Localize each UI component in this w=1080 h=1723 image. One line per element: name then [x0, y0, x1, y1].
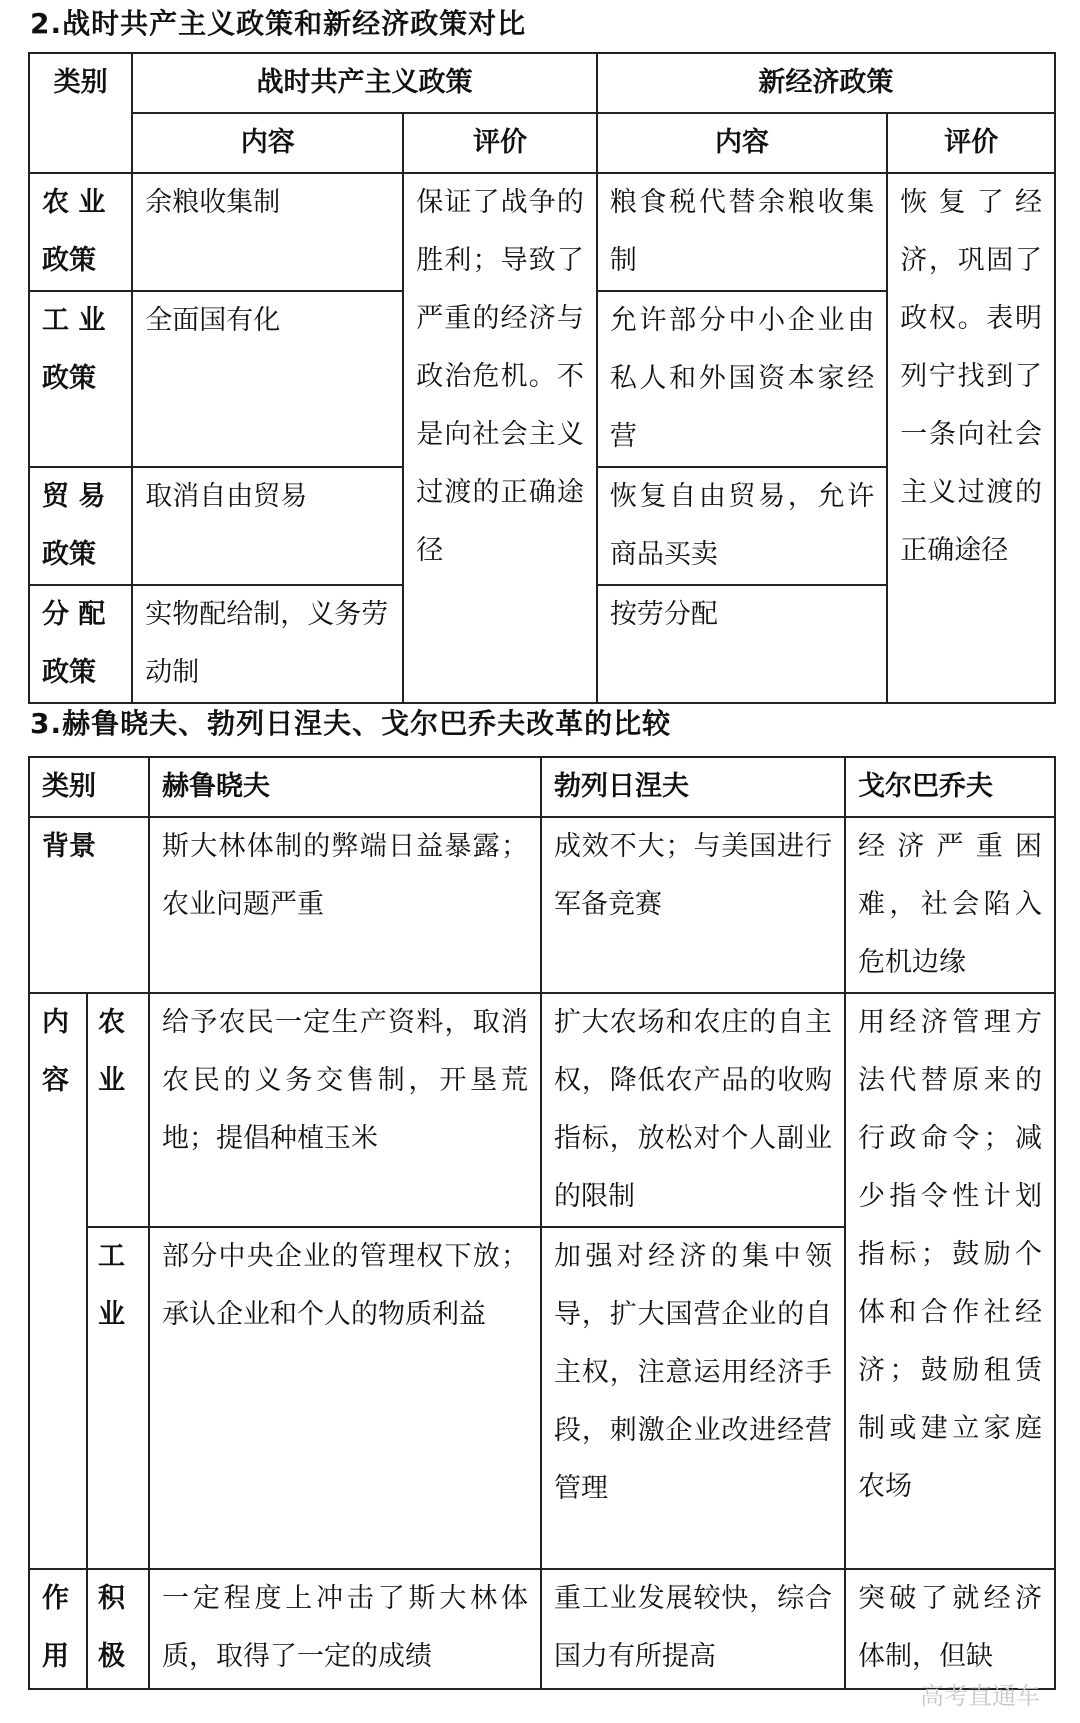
nep-content-distribution: 按劳分配: [597, 585, 887, 703]
wc-content-trade: 取消自由贸易: [132, 467, 403, 585]
header-category-3: 类别: [29, 757, 149, 817]
header-war-communism: 战时共产主义政策: [132, 53, 597, 113]
sub-label-agriculture: 农业: [87, 993, 149, 1227]
header-nep-evaluation: 评价: [887, 113, 1055, 173]
nep-content-trade: 恢复自由贸易，允许商品买卖: [597, 467, 887, 585]
nep-content-agriculture: 粮食税代替余粮收集制: [597, 173, 887, 291]
wc-content-distribution: 实物配给制，义务劳动制: [132, 585, 403, 703]
wc-content-industry: 全面国有化: [132, 291, 403, 467]
wc-content-agriculture: 余粮收集制: [132, 173, 403, 291]
policy-comparison-table: [28, 52, 1056, 704]
row-label-content: 内容: [29, 993, 87, 1569]
header-wc-content: 内容: [132, 113, 403, 173]
reform-comparison-table: [28, 756, 1056, 1690]
sub-label-industry: 工业: [87, 1227, 149, 1569]
agriculture-khrushchev: 给予农民一定生产资料，取消农民的义务交售制，开垦荒地；提倡种植玉米: [149, 993, 541, 1227]
header-wc-evaluation: 评价: [403, 113, 597, 173]
header-brezhnev: 勃列日涅夫: [541, 757, 845, 817]
header-nep: 新经济政策: [597, 53, 1055, 113]
header-category: 类别: [29, 53, 132, 173]
agriculture-brezhnev: 扩大农场和农庄的自主权，降低农产品的收购指标，放松对个人副业的限制: [541, 993, 845, 1227]
header-nep-content: 内容: [597, 113, 887, 173]
row-label-effect: 作用: [29, 1569, 87, 1689]
header-khrushchev: 赫鲁晓夫: [149, 757, 541, 817]
row-label-background: 背景: [29, 817, 149, 993]
industry-brezhnev: 加强对经济的集中领导，扩大国营企业的自主权，注意运用经济手段，刺激企业改进经营管理: [541, 1227, 845, 1569]
category-industry: 工 业政策: [29, 291, 132, 467]
category-trade: 贸 易政策: [29, 467, 132, 585]
background-gorbachev: 经济严重困难，社会陷入危机边缘: [845, 817, 1055, 993]
industry-khrushchev: 部分中央企业的管理权下放；承认企业和个人的物质利益: [149, 1227, 541, 1569]
effect-gorbachev: 突破了就经济体制，但缺: [845, 1569, 1055, 1689]
section-2-title: 2.战时共产主义政策和新经济政策对比: [30, 7, 527, 40]
sub-label-positive: 积极: [87, 1569, 149, 1689]
nep-content-industry: 允许部分中小企业由私人和外国资本家经营: [597, 291, 887, 467]
header-gorbachev: 戈尔巴乔夫: [845, 757, 1055, 817]
nep-evaluation: 恢复了经济，巩固了政权。表明列宁找到了一条向社会主义过渡的正确途径: [887, 173, 1055, 703]
wc-evaluation: 保证了战争的胜利；导致了严重的经济与政治危机。不是向社会主义过渡的正确途径: [403, 173, 597, 703]
background-khrushchev: 斯大林体制的弊端日益暴露；农业问题严重: [149, 817, 541, 993]
content-gorbachev: 用经济管理方法代替原来的行政命令；减少指令性计划指标；鼓励个体和合作社经济；鼓励租赁制或建立家庭农场: [845, 993, 1055, 1569]
watermark-text: 高考直通车: [920, 1682, 1040, 1710]
section-3-title: 3.赫鲁晓夫、勃列日涅夫、戈尔巴乔夫改革的比较: [30, 707, 672, 740]
category-agriculture: 农 业政策: [29, 173, 132, 291]
background-brezhnev: 成效不大；与美国进行军备竞赛: [541, 817, 845, 993]
effect-brezhnev: 重工业发展较快，综合国力有所提高: [541, 1569, 845, 1689]
category-distribution: 分 配政策: [29, 585, 132, 703]
effect-khrushchev: 一定程度上冲击了斯大林体质，取得了一定的成绩: [149, 1569, 541, 1689]
